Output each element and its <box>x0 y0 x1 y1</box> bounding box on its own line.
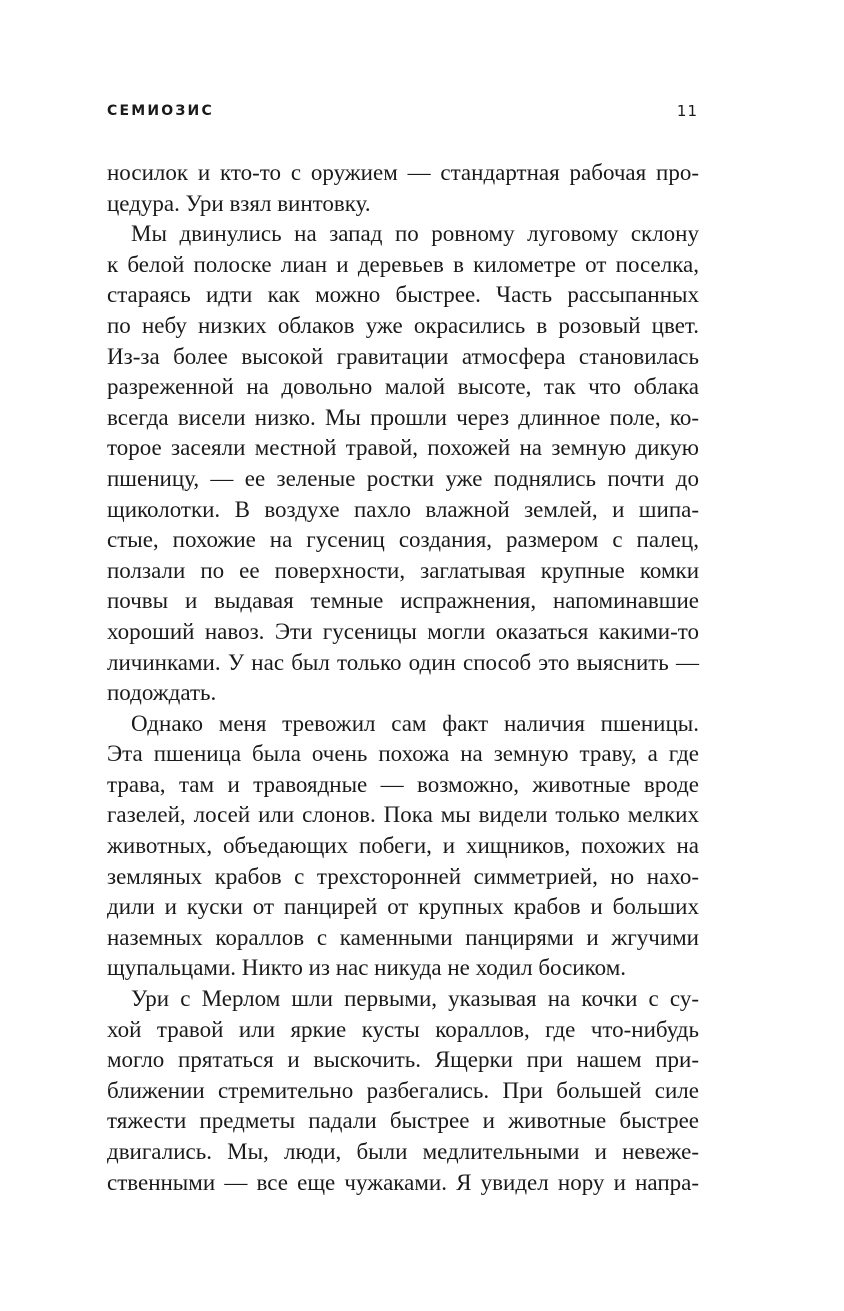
text-line: Эта пшеница была очень похожа на земную траву, а где <box>107 741 699 767</box>
text-line: пшеницу, — ее зеленые ростки уже поднялись почти до <box>107 465 699 491</box>
text-line: к белой полоске лиан и деревьев в километре от поселка, <box>107 251 699 277</box>
text-line: Ури с Мерлом шли первыми, указывая на кочки с су- <box>131 986 699 1012</box>
page-number: 11 <box>676 102 698 120</box>
text-line: подождать. <box>107 680 217 706</box>
body-text <box>107 158 699 1198</box>
text-line: стараясь идти как можно быстрее. Часть рассыпанных <box>107 282 699 308</box>
text-line: почвы и выдавая темные испражнения, напоминавшие <box>107 588 699 614</box>
running-title: СЕМИОЗИС <box>107 103 214 119</box>
text-line: носилок и кто-то с оружием — стандартная рабочая про- <box>107 160 699 185</box>
text-line: трава, там и травоядные — возможно, животные вроде <box>107 771 699 797</box>
text-line: наземных кораллов с каменными панцирями и жгучими <box>107 924 699 950</box>
text-line: ственными — все еще чужаками. Я увидел нору и напра- <box>107 1169 699 1195</box>
text-line: земляных крабов с трехсторонней симметрией, но нахо- <box>107 863 699 889</box>
text-line: дили и куски от панцирей от крупных крабов и больших <box>107 894 699 920</box>
text-line: Из-за более высокой гравитации атмосфера становилась <box>107 343 699 369</box>
text-line: Мы двинулись на запад по ровному луговому склону <box>131 221 699 247</box>
text-line: торое засеяли местной травой, похожей на земную дикую <box>107 435 699 461</box>
text-line: ближении стремительно разбегались. При большей силе <box>107 1077 699 1103</box>
text-line: по небу низких облаков уже окрасились в розовый цвет. <box>107 312 699 338</box>
text-line: личинками. У нас был только один способ это выяснить — <box>107 649 699 675</box>
text-line: щиколотки. В воздухе пахло влажной землей, и шипа- <box>107 496 699 522</box>
text-line: животных, объедающих побеги, и хищников, похожих на <box>107 833 699 859</box>
text-line: ползали по ее поверхности, заглатывая крупные комки <box>107 557 699 583</box>
text-line: разреженной на довольно малой высоте, так что облака <box>107 374 699 400</box>
text-line: хой травой или яркие кусты кораллов, где что-нибудь <box>107 1016 699 1042</box>
text-line: Однако меня тревожил сам факт наличия пшеницы. <box>131 710 699 736</box>
text-line: могло прятаться и выскочить. Ящерки при нашем при- <box>107 1047 699 1073</box>
text-line: щупальцами. Никто из нас никуда не ходил босиком. <box>107 955 626 981</box>
text-line: двигались. Мы, люди, были медлительными и невеже- <box>107 1139 699 1164</box>
text-line: стые, похожие на гусениц создания, размером с палец, <box>107 527 699 553</box>
text-line: хороший навоз. Эти гусеницы могли оказаться какими-то <box>107 618 699 644</box>
text-line: всегда висели низко. Мы прошли через длинное поле, ко- <box>107 404 699 430</box>
text-line: тяжести предметы падали быстрее и животные быстрее <box>107 1108 699 1134</box>
text-line: газелей, лосей или слонов. Пока мы видели только мелких <box>107 802 699 828</box>
text-line: цедура. Ури взял винтовку. <box>107 190 371 216</box>
